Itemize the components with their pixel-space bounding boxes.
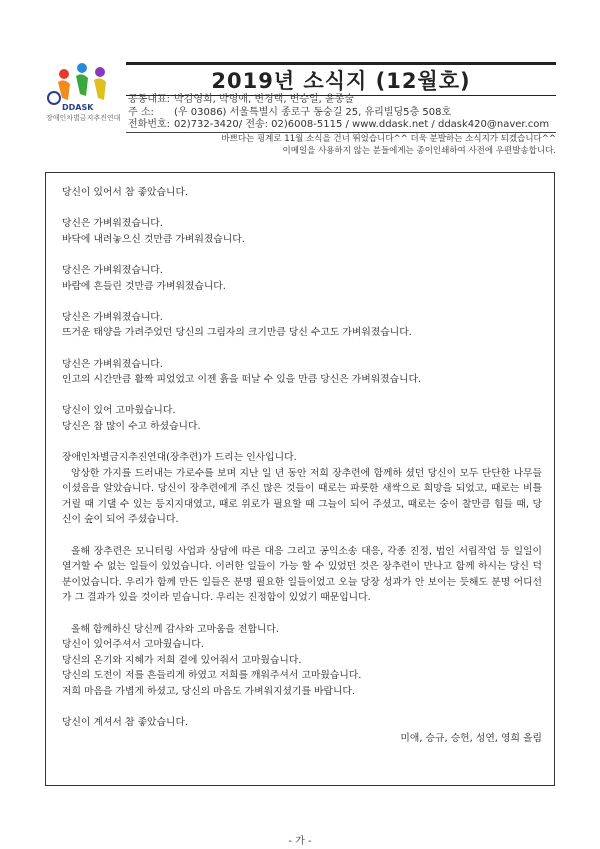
stanza-line: 당신은 참 많이 수고 하셨습니다. (62, 420, 201, 432)
closing-line: 당신의 온기와 지혜가 저희 곁에 있어줘서 고마웠습니다. (62, 654, 302, 666)
greeting-title: 장애인차별금지추진연대(장추련)가 드리는 인사입니다. (62, 452, 297, 464)
stanza-line: 바닥에 내려놓으신 것만큼 가벼워졌습니다. (62, 233, 245, 245)
info-row-address (128, 107, 549, 120)
paragraph-one: 앙상한 가지를 드러내는 가로수를 보며 지난 일 년 동안 저희 장추련에 함께하 셨던 당신이 모두 단단한 나무들이셨음을 알았습니다. 당신이 장추련에게 주신 많은 것들이 때로는 파릇한 새싹으로 희망을 되었고, 때로는 비틀거릴 때 기댈 수 있는 등지지대였고, 때로 위로가 필요할 때 그늘이 되어 주셨고, 때로는 숭이 찰만큼 힘들 때, 당신이 숲이 되어 주셨습니다. (62, 467, 542, 526)
closing-line: 저희 마음을 가볍게 하셨고, 당신의 마음도 가벼워지셨기를 바랍니다. (62, 686, 356, 697)
stanza-line: 당신이 있어 고마웠습니다. (62, 405, 176, 417)
paragraph-two: 올해 장추련은 모니터링 사업과 상담에 따른 대응 그리고 공익소송 대응, 각종 진정, 법인 서립작업 등 일일이 열거할 수 없는 일들이 있었습니다. 이러한 일들이 가능 할 수 있었던 것은 장추련이 만나고 함께 하시는 당신 덕분이었습니다. 우리가 함께 만든 일들은 분명 필요한 일들이었고 오늘 당장 성과가 안 보이는 듯해도 분명 어디선가 그 결과가 있을 것이라 믿습니다. 우리는 진정함이 있었기 때문입니다. (62, 545, 542, 604)
letter-content (62, 185, 542, 746)
stanza-line: 바람에 흔들린 것만큼 가벼워졌습니다. (62, 280, 226, 292)
contact-info (128, 94, 549, 132)
info-row-phone (128, 119, 549, 132)
logo-brand: DDASK (62, 103, 94, 112)
stanza-line: 당신은 가벼워졌습니다. (62, 358, 163, 370)
info-label: 주 소: (128, 106, 154, 118)
info-value: 박김영희, 박명애, 변경택, 변승일, 윤종술 (174, 94, 354, 105)
info-value: 02)732-3420/ 전송: 02)6008-5115 / www.ddask.net / ddask420@naver.com (174, 119, 550, 130)
info-label: 공동대표: (128, 94, 171, 105)
signature: 미애, 승규, 승헌, 성연, 영희 올림 (400, 732, 542, 744)
newsletter-title: 2019년 소식지 (12월호) (126, 62, 556, 96)
stanza-line: 뜨거운 태양을 가려주었던 당신의 그림자의 크기만큼 당신 수고도 가벼워졌습니다. (62, 327, 412, 339)
stanza-line: 인고의 시간만큼 활짝 피었었고 이젠 흙을 떠날 수 있을 만큼 당신은 가벼워졌습니다. (62, 374, 422, 386)
info-label: 전화번호: (128, 119, 171, 130)
notice-line: 바쁘다는 핑계로 11월 소식을 건너 뛰었습니다^^ 더욱 분발하는 소식지가 되겠습니다^^ (221, 134, 556, 144)
page-number: - 가 - (288, 836, 312, 847)
info-value: (우 03086) 서울특별시 종로구 동숭길 25, 유리빌딩5층 508호 (174, 106, 452, 118)
closing-line: 올해 함께하신 당신께 감사와 고마움을 전합니다. (71, 623, 279, 635)
final-line: 당신이 계셔서 참 좋았습니다. (62, 717, 189, 729)
stanza-line: 당신은 가벼워졌습니다. (62, 311, 163, 323)
letter-heading: 당신이 있어서 참 좋았습니다. (62, 187, 189, 198)
closing-line: 당신의 도전이 저를 흔들리게 하였고 저희를 깨워주셔서 고마웠습니다. (62, 670, 362, 682)
stanza-line: 당신은 가벼워졌습니다. (62, 218, 163, 230)
header-notice (221, 133, 556, 157)
info-row-representatives (128, 94, 549, 107)
closing-line: 당신이 있어주셔서 고마웠습니다. (62, 639, 204, 651)
notice-line: 이메일을 사용하지 않는 분들에게는 종이인쇄하여 사전에 우편발송합니다. (282, 146, 556, 156)
logo-caption: 장애인차별금지추진연대 (46, 114, 121, 122)
stanza-line: 당신은 가벼워졌습니다. (62, 264, 163, 276)
